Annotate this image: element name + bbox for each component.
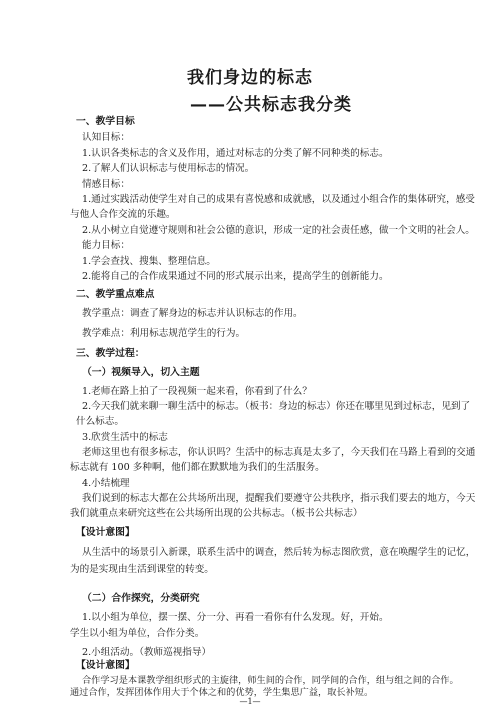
text-line: 通过合作，发挥团体作用大于个体之和的优势，学生集思广益，取长补短。 <box>70 687 374 698</box>
text-line: 1.学会查找、搜集、整理信息。 <box>82 256 216 267</box>
text-line: 2.今天我们就来聊一聊生活中的标志。（板书：身边的标志）你还在哪里见到过标志，见到了 <box>82 401 471 412</box>
text-line: 我们说到的标志大都在公共场所出现，提醒我们要遵守公共秩序，指示我们要去的地方，今天 <box>82 493 476 504</box>
subsection-heading-cooperation: （二）合作探究，分类研究 <box>82 593 200 604</box>
text-line: 情感目标： <box>82 179 130 190</box>
design-intent-heading: 【设计意图】 <box>76 660 135 671</box>
document-subtitle: ——公共标志我分类 <box>190 95 352 115</box>
subsection-heading-intro: （一）视频导入，切入主题 <box>82 367 200 378</box>
text-line: 教学重点：调查了解身边的标志并认识标志的作用。 <box>82 308 303 319</box>
text-line: 2.小组活动。（教师巡视指导） <box>82 647 212 658</box>
text-line: 2.能将自己的合作成果通过不同的形式展示出来，提高学生的创新能力。 <box>82 271 389 282</box>
section-heading-objectives: 一、教学目标 <box>76 116 135 127</box>
text-line: 认知目标： <box>82 132 130 143</box>
section-heading-process: 三、教学过程： <box>76 348 145 359</box>
text-line: 能力目标： <box>82 240 130 251</box>
text-line: 合作学习是本课教学组织形式的主旋律，师生间的合作，同学间的合作，组与组之间的合作。 <box>82 675 459 686</box>
text-line: 与他人合作交流的乐趣。 <box>70 209 176 220</box>
design-intent-heading: 【设计意图】 <box>76 527 135 538</box>
text-line: 学生以小组为单位，合作分类。 <box>70 628 205 639</box>
text-line: 教学难点：利用标志规范学生的行为。 <box>82 328 246 339</box>
section-heading-key-points: 二、教学重点难点 <box>76 289 155 300</box>
text-line: 1.老师在路上拍了一段视频一起来看，你看到了什么？ <box>82 386 312 397</box>
text-line: 老师这里也有很多标志，你认识吗？生活中的标志真是太多了，今天我们在马路上看到的交通 <box>82 447 476 458</box>
text-line: 4.小结梳理 <box>82 478 130 489</box>
text-line: 1.认识各类标志的含义及作用，通过对标志的分类了解不同种类的标志。 <box>82 148 389 159</box>
text-line: 什么标志。 <box>76 416 124 427</box>
text-line: 1.以小组为单位，摆一摆、分一分、再看一看你有什么发现。好，开始。 <box>82 612 389 623</box>
text-line: 2.从小树立自觉遵守规则和社会公德的意识，形成一定的社会责任感，做一个文明的社会人。 <box>82 225 475 236</box>
page-number: —1— <box>239 697 261 706</box>
text-line: 1.通过实践活动使学生对自己的成果有喜悦感和成就感，以及通过小组合作的集体研究，感受 <box>82 194 475 205</box>
text-line: 3.欣赏生活中的标志 <box>82 432 168 443</box>
document-title: 我们身边的标志 <box>187 68 313 88</box>
text-line: 我们就重点来研究这些在公共场所出现的公共标志。（板书公共标志） <box>70 508 363 519</box>
text-line: 2.了解人们认识标志与使用标志的情况。 <box>82 163 255 174</box>
text-paragraph: 从生活中的场景引入新课，联系生活中的调查，然后转为标志图欣赏，意在唤醒学生的记忆，为的是实现由生活到课堂的转变。 <box>70 547 476 575</box>
text-line: 标志就有 100 多种啊，他们都在默默地为我们的生活服务。 <box>70 462 325 473</box>
